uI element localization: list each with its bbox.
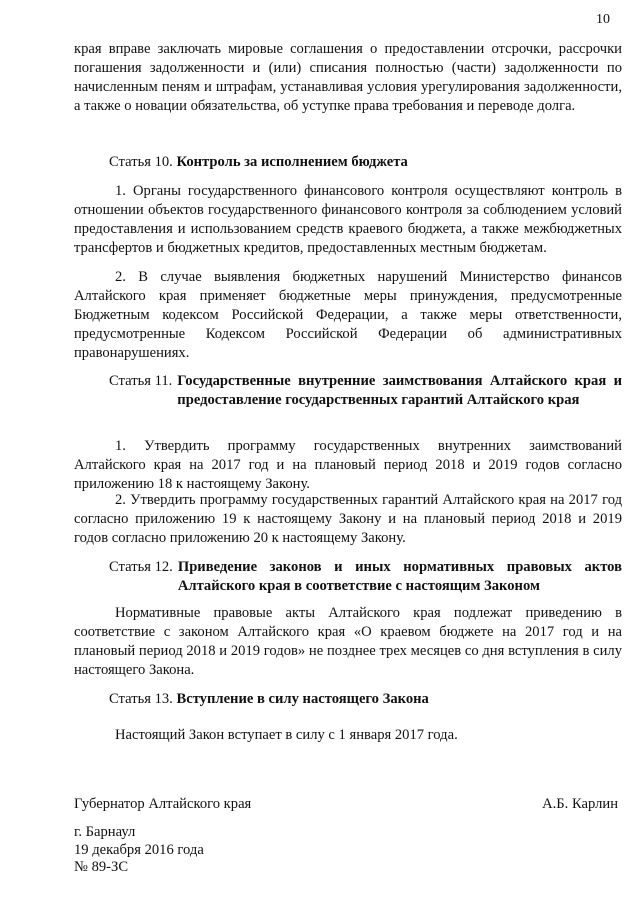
article-11-heading xyxy=(109,372,622,410)
article-13-heading xyxy=(109,690,622,709)
article-10-label: Статья 10. xyxy=(109,154,173,170)
document-footer xyxy=(74,824,204,877)
article-13-paragraph-1: Настоящий Закон вступает в силу с 1 января 2017 года. xyxy=(115,727,458,743)
footer-number: № 89-ЗС xyxy=(74,859,129,875)
article-11-title: Государственные внутренние заимствования Алтайского края и предоставление государственных гарантий Алтайского края xyxy=(177,373,622,408)
article-10-title: Контроль за исполнением бюджета xyxy=(176,154,408,170)
article-12-paragraph-1: Нормативные правовые акты Алтайского края подлежат приведению в соответствие с законом Алтайского края «О краевом бюджете на 2017 год и на плановый период 2018 и 2019 годов» не позднее трех месяцев со дня вступления в силу настоящего Закона. xyxy=(74,605,622,678)
governor-name: А.Б. Карлин xyxy=(542,796,618,812)
article-13-label: Статья 13. xyxy=(109,691,173,707)
governor-title: Губернатор Алтайского края xyxy=(74,796,252,812)
footer-date: 19 декабря 2016 года xyxy=(74,841,204,858)
intro-paragraph: края вправе заключать мировые соглашения о предоставлении отсрочки, рассрочки погашения задолженности и (или) списания полностью (части) задолженности по начисленным пеням и штрафам, устанавливая условия урегулирования задолженности, а также о новации обязательства, об уступке права требования и переводе долга. xyxy=(74,41,622,114)
article-10-paragraph-2: 2. В случае выявления бюджетных нарушений Министерство финансов Алтайского края применяет бюджетные меры принуждения, предусмотренные Бюджетным кодексом Российской Федерации, а также меры ответственности, предусмотренные Кодексом Российской Федерации об административных правонарушениях. xyxy=(74,269,622,361)
article-10-heading xyxy=(109,153,622,172)
article-12-title: Приведение законов и иных нормативных правовых актов Алтайского края в соответствие с настоящим Законом xyxy=(177,559,622,594)
article-11-paragraph-2: 2. Утвердить программу государственных гарантий Алтайского края на 2017 год согласно приложению 19 к настоящему Закону и на плановый период 2018 и 2019 годов согласно приложению 20 к настоящему Закону. xyxy=(74,492,622,546)
article-12-label: Статья 12. xyxy=(109,559,173,575)
article-10-paragraph-1: 1. Органы государственного финансового контроля осуществляют контроль в отношении объектов государственного финансового контроля за соблюдением условий предоставления и использованием средств краевого бюджета, а также межбюджетных трансфертов и бюджетных кредитов, предоставленных местным бюджетам. xyxy=(74,183,622,256)
article-11-label: Статья 11. xyxy=(109,373,173,389)
article-11-paragraph-1: 1. Утвердить программу государственных внутренних заимствований Алтайского края на 2017 год и на плановый период 2018 и 2019 годов согласно приложению 18 к настоящему Закону. xyxy=(74,438,622,492)
article-12-heading xyxy=(109,558,622,596)
article-13-title: Вступление в силу настоящего Закона xyxy=(176,691,429,707)
footer-city: г. Барнаул xyxy=(74,824,136,840)
page-number: 10 xyxy=(596,12,610,27)
